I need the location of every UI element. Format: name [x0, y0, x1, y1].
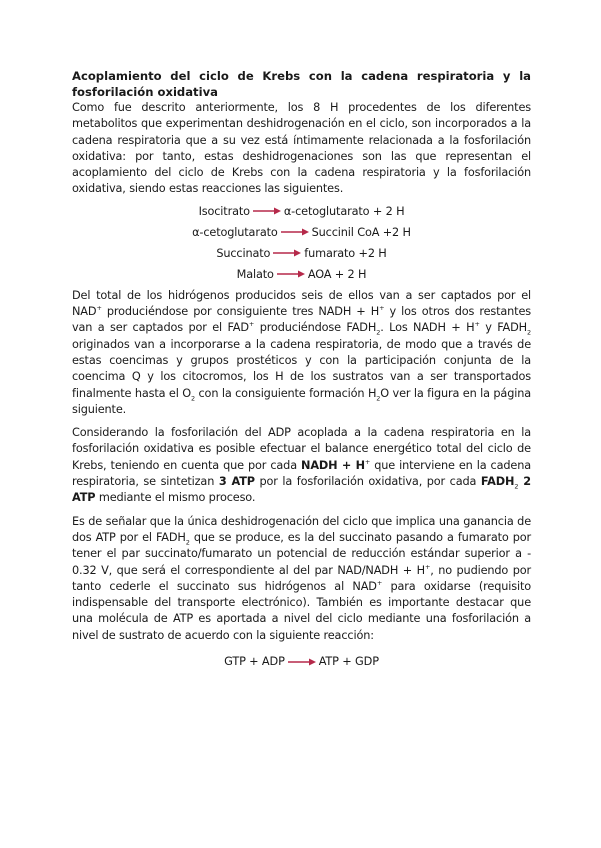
reaction-isocitrato: [72, 201, 531, 222]
reaction-substrate: GTP + ADP: [224, 655, 285, 669]
reaction-substrate: Succinato: [216, 246, 271, 260]
arrow-right-icon: [252, 206, 282, 216]
reaction-substrate: Malato: [236, 267, 274, 281]
intro-paragraph: Como fue descrito anteriormente, los 8 H procedentes de los diferentes metabolitos que experimentan deshidrogenación en el ciclo, son incorporados a la cadena respiratoria que a su vez está íntimamente relacionada a la fosforilación oxidativa: por tanto, estas deshidrogenaciones son las que representan el acoplamiento del ciclo de Krebs con la cadena respiratoria y la fosforilación oxidativa, siendo estas reacciones las siguientes.: [72, 101, 531, 196]
reaction-succinato: [72, 243, 531, 264]
arrow-right-icon: [287, 657, 317, 667]
energy-balance-paragraph: Considerando la fosforilación del ADP acoplada a la cadena respiratoria en la fosforilación oxidativa es posible efectuar el balance energético total del ciclo de Krebs, teniendo en cuenta que por cada NADH + H+ que interviene en la cadena respiratoria, se sintetizan 3 ATP por la fosforilación oxidativa, por cada $FADH_2$ 2 ATP mediante el mismo proceso.: [72, 426, 531, 505]
document-body: [72, 68, 531, 672]
reaction-cetoglutarato: [72, 222, 531, 243]
arrow-right-icon: [272, 248, 302, 258]
reaction-malato: [72, 264, 531, 285]
section-title: Acoplamiento del ciclo de Krebs con la cadena respiratoria y la fosforilación oxidativa: [72, 69, 531, 99]
hydrogen-paragraph: Del total de los hidrógenos producidos seis de ellos van a ser captados por el NAD+ produciéndose por consiguiente tres NADH + H+ y los otros dos restantes van a ser captados por el FAD+ produciéndose $FADH_2$. Los NADH + H+ y $FADH_2$ originados van a incorporarse a la cadena respiratoria, de modo que a través de estas coencimas y grupos prostéticos y con la participación conjunta de la coencima Q y los citocromos, los H de los sustratos van a ser transportados finalmente hasta el $O_2$ con la consiguiente formación $H_2O$ ver la figura en la página siguiente.: [72, 288, 532, 416]
reaction-product: ATP + GDP: [318, 655, 379, 669]
reaction-product: AOA + 2 H: [307, 267, 367, 281]
reaction-product: fumarato +2 H: [304, 246, 387, 260]
reaction-substrate: Isocitrato: [198, 204, 250, 218]
reaction-substrate: α-cetoglutarato: [192, 225, 278, 239]
reaction-list: [72, 201, 531, 285]
reaction-gtp: [72, 651, 531, 672]
reaction-product: Succinil CoA +2 H: [311, 225, 411, 239]
succinate-paragraph: Es de señalar que la única deshidrogenación del ciclo que implica una ganancia de dos ATP por el $FADH_2$ que se produce, es la del succinato pasando a fumarato por tener el par succinato/fumarato un potencial de reducción estándar superior a - 0.32 V, que será el correspondiente al del par NAD/NADH + H+, no pudiendo por tanto cederle el succinato sus hidrógenos al NAD+ para oxidarse (requisito indispensable del transporte electrónico). También es importante destacar que una molécula de ATP es aportada a nivel del ciclo mediante una fosforilación a nivel de sustrato de acuerdo con la siguiente reacción:: [72, 514, 532, 642]
arrow-right-icon: [276, 269, 306, 279]
reaction-product: α-cetoglutarato + 2 H: [283, 204, 405, 218]
arrow-right-icon: [280, 227, 310, 237]
